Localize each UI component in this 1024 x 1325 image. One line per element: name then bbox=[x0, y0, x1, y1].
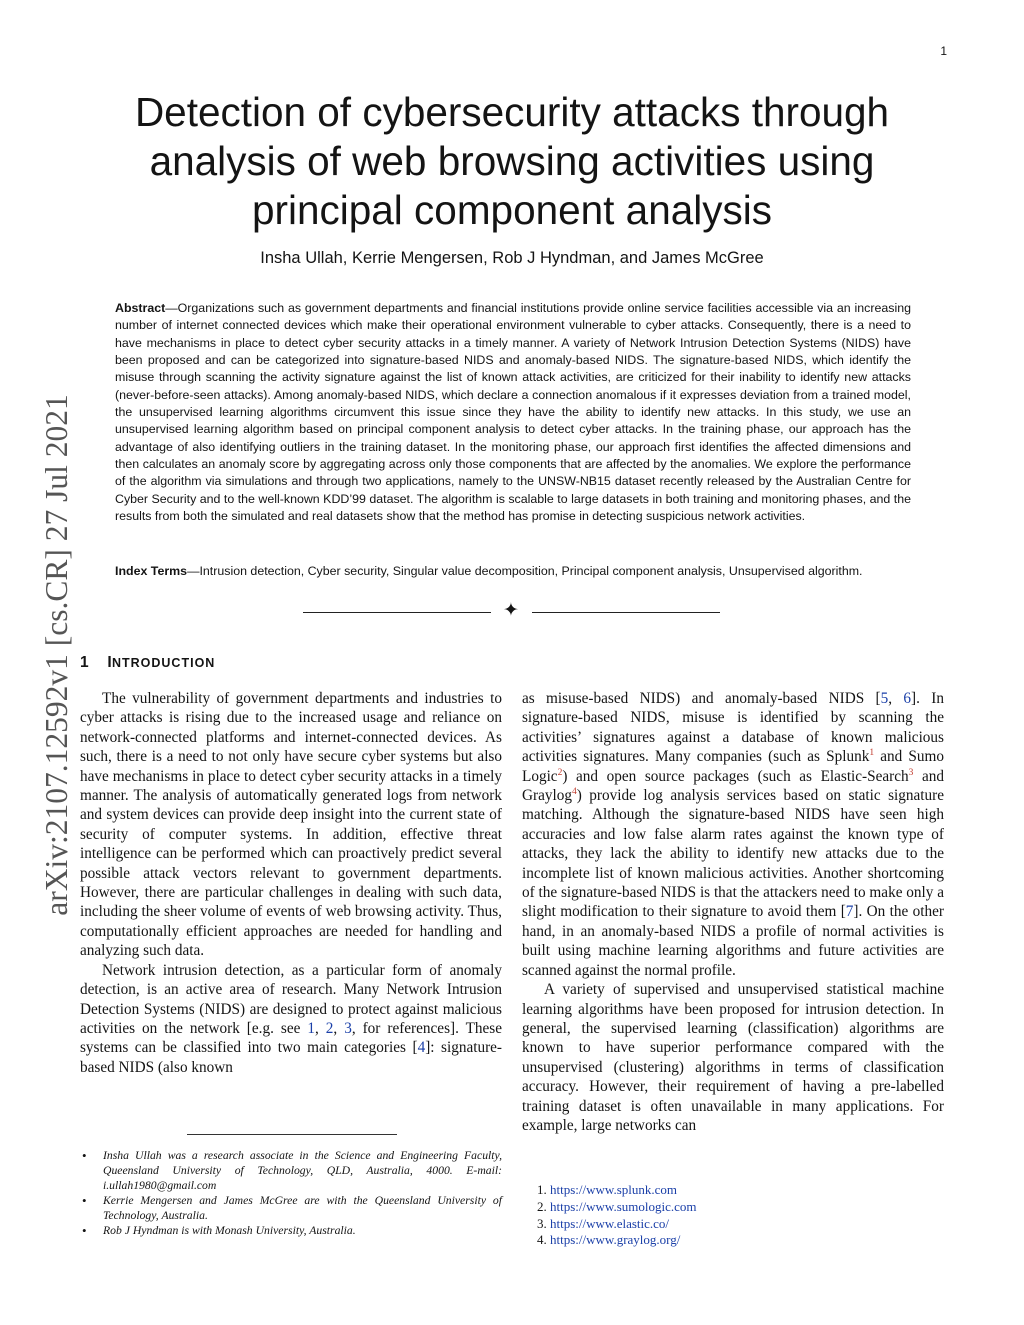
index-terms-label: Index Terms bbox=[115, 564, 188, 578]
text-span: and Sumo Logic bbox=[522, 748, 944, 785]
footnote-number: 1. bbox=[537, 1182, 550, 1197]
citation-link[interactable]: 4 bbox=[417, 1039, 426, 1057]
footnote-rule bbox=[187, 1134, 397, 1135]
footnote-link[interactable]: https://www.sumologic.com bbox=[550, 1198, 697, 1214]
citation-link[interactable]: 2 bbox=[325, 1019, 334, 1037]
abstract-label: Abstract bbox=[115, 301, 166, 315]
section-title-rest: NTRODUCTION bbox=[111, 656, 216, 670]
bullet-icon: • bbox=[82, 1223, 87, 1238]
footnote-number: 2. bbox=[537, 1198, 550, 1214]
footnote-text: Rob J Hyndman is with Monash University, Australia. bbox=[103, 1224, 356, 1237]
text-span: Network intrusion detection, as a particular form of anomaly detection, is an active area of research. Many Network Intrusion Detection Systems (NIDS) are designed to protect against malicious activities on the network [e.g. see bbox=[80, 961, 502, 1037]
url-footnote bbox=[537, 1199, 697, 1216]
separator-star-icon: ✦ bbox=[503, 600, 519, 621]
footnote-text: Kerrie Mengersen and James McGree are with the Queensland University of Technology, Australia. bbox=[103, 1194, 502, 1222]
citation-link[interactable]: 1 bbox=[307, 1019, 315, 1037]
text-span: and Graylog bbox=[522, 767, 944, 805]
footnote-marker[interactable]: 2 bbox=[557, 767, 563, 778]
index-terms-dash: — bbox=[187, 564, 200, 578]
text-span: ]: signature-based NIDS (also known bbox=[80, 1039, 502, 1076]
text-span: , bbox=[333, 1019, 345, 1037]
author-footnote bbox=[80, 1223, 502, 1238]
footnote-link[interactable]: https://www.splunk.com bbox=[550, 1182, 677, 1197]
footnote-text: Insha Ullah was a research associate in the Science and Engineering Faculty, Queensland University of Technology, QLD, Australia, 4000. E-mail: i.ullah1980@gmail.com bbox=[103, 1149, 502, 1192]
section-title-initial: I bbox=[107, 654, 112, 671]
separator-line-right bbox=[532, 612, 720, 613]
index-terms bbox=[115, 563, 911, 580]
paragraph bbox=[522, 689, 944, 980]
footnote-link[interactable]: https://www.elastic.co/ bbox=[550, 1215, 670, 1231]
citation-link[interactable]: 3 bbox=[344, 1019, 352, 1037]
abstract-text: Organizations such as government departments and financial institutions provide online service facilities accessible via an increasing number of internet connected devices which make their operational environment vulnerable to cyber attacks. Consequently, there is a need to have mechanisms in place to detect cyber security attacks in a timely manner. A variety of Network Intrusion Detection Systems (NIDS) have been proposed and can be categorized into signature-based NIDS and anomaly-based NIDS. The signature-based NIDS, which identify the misuse through scanning the activity signature against the list of known attack activities, are criticized for their inability to identify new attacks (never-before-seen attacks). Among anomaly-based NIDS, which declare a connection anomalous if it expresses deviation from a trained model, the unsupervised learning algorithms circumvent this issue since they have the ability to identify new attacks. In this study, we use an unsupervised learning algorithm based on principal component analysis to detect cyber attacks. In the training phase, our approach has the advantage of also identifying outliers in the training dataset. In the monitoring phase, our approach first identifies the affected dimensions and then calculates an anomaly score by aggregating across only those components that are affected by the anomalies. We explore the performance of the algorithm via simulations and through two applications, namely to the UNSW-NB15 dataset recently released by the Australian Centre for Cyber Security and to the well-known KDD’99 dataset. The algorithm is scalable to large datasets in both training and monitoring phases, and the results from both the simulated and real datasets show that the method has promise in detecting suspicious network activities. bbox=[115, 301, 911, 524]
paragraph bbox=[80, 961, 502, 1077]
citation-link[interactable]: 6 bbox=[903, 690, 912, 707]
url-footnote bbox=[537, 1232, 697, 1249]
text-span: , bbox=[314, 1019, 326, 1037]
abstract-dash: — bbox=[165, 301, 178, 315]
text-span: , for references]. These systems can be classified into two main categories [ bbox=[80, 1019, 503, 1057]
text-span: , bbox=[888, 690, 904, 707]
text-span: ) and open source packages (such as Elastic-Search bbox=[562, 767, 909, 785]
footnote-marker[interactable]: 3 bbox=[908, 767, 914, 778]
footnote-link[interactable]: https://www.graylog.org/ bbox=[550, 1232, 681, 1248]
url-footnotes bbox=[537, 1182, 697, 1249]
abstract bbox=[115, 300, 911, 525]
left-column bbox=[80, 689, 502, 1077]
text-span: ]. On the other hand, in an anomaly-based NIDS a profile of normal activities is built using machine learning algorithms and future activities are scanned against the normal profile. bbox=[522, 903, 944, 979]
text-span: ) provide log analysis services based on static signature matching. Although the signature-based NIDS have seen high accuracies and low false alarm rates against the known type of attacks, they lack the ability to identify new attacks due to the incomplete list of known malicious activities. Another shortcoming of the signature-based NIDS is that the attackers need to make only a slight modification to their signature to avoid them [ bbox=[522, 787, 944, 921]
text-span: as misuse-based NIDS) and anomaly-based NIDS [ bbox=[522, 690, 881, 707]
text-span: ]. In signature-based NIDS, misuse is identified by scanning the activities’ signatures against a database of known malicious activities signatures. Many companies (such as Splunk bbox=[522, 690, 944, 766]
paper-title: Detection of cybersecurity attacks through analysis of web browsing activities using principal component analysis bbox=[134, 89, 890, 233]
author-list: Insha Ullah, Kerrie Mengersen, Rob J Hyndman, and James McGree bbox=[260, 249, 764, 267]
index-terms-text: Intrusion detection, Cyber security, Singular value decomposition, Principal component analysis, Unsupervised algorithm. bbox=[199, 564, 863, 578]
footnote-marker[interactable]: 4 bbox=[571, 786, 577, 797]
section-number: 1 bbox=[80, 654, 89, 671]
footnote-number: 4. bbox=[537, 1232, 550, 1248]
footnote-number: 3. bbox=[537, 1215, 550, 1231]
footnote-marker[interactable]: 1 bbox=[869, 748, 875, 759]
arxiv-identifier: arXiv:2107.12592v1 [cs.CR] 27 Jul 2021 bbox=[39, 394, 74, 916]
author-footnote bbox=[80, 1148, 502, 1193]
right-column bbox=[522, 689, 944, 1135]
citation-link[interactable]: 5 bbox=[880, 690, 889, 707]
citation-link[interactable]: 7 bbox=[845, 903, 854, 921]
author-footnote bbox=[80, 1193, 502, 1223]
bullet-icon: • bbox=[82, 1148, 87, 1163]
paragraph: The vulnerability of government departments and industries to cyber attacks is rising due to the increased usage and reliance on network-connected platforms and internet-connected devices. As such, there is a need to not only have secure cyber systems but also have mechanisms in place to detect cyber security attacks in a timely manner. The analysis of automatically generated logs from network and system devices can provide deep insight into the current state of security of computer systems. In addition, effective threat intelligence can be performed which can proactively predict several possible attack vectors relevant to government departments. However, there are particular challenges in dealing with such data, including the sheer volume of events of web browsing activity. Thus, computationally efficient approaches are needed for handling and analyzing such data. bbox=[80, 690, 502, 960]
url-footnote bbox=[537, 1182, 697, 1199]
paragraph: A variety of supervised and unsupervised statistical machine learning algorithms have been proposed for intrusion detection. In general, the supervised learning (classification) algorithms are known to have superior performance compared with the unsupervised (clustering) algorithms in terms of classification accuracy. However, their requirement of having a pre-labelled training dataset is often unavailable in many applications. For example, large networks can bbox=[522, 981, 944, 1134]
author-footnotes bbox=[80, 1148, 502, 1238]
section-heading bbox=[80, 654, 215, 672]
bullet-icon: • bbox=[82, 1193, 87, 1208]
url-footnote bbox=[537, 1216, 697, 1233]
separator-line-left bbox=[303, 612, 491, 613]
page-number: 1 bbox=[940, 44, 947, 58]
